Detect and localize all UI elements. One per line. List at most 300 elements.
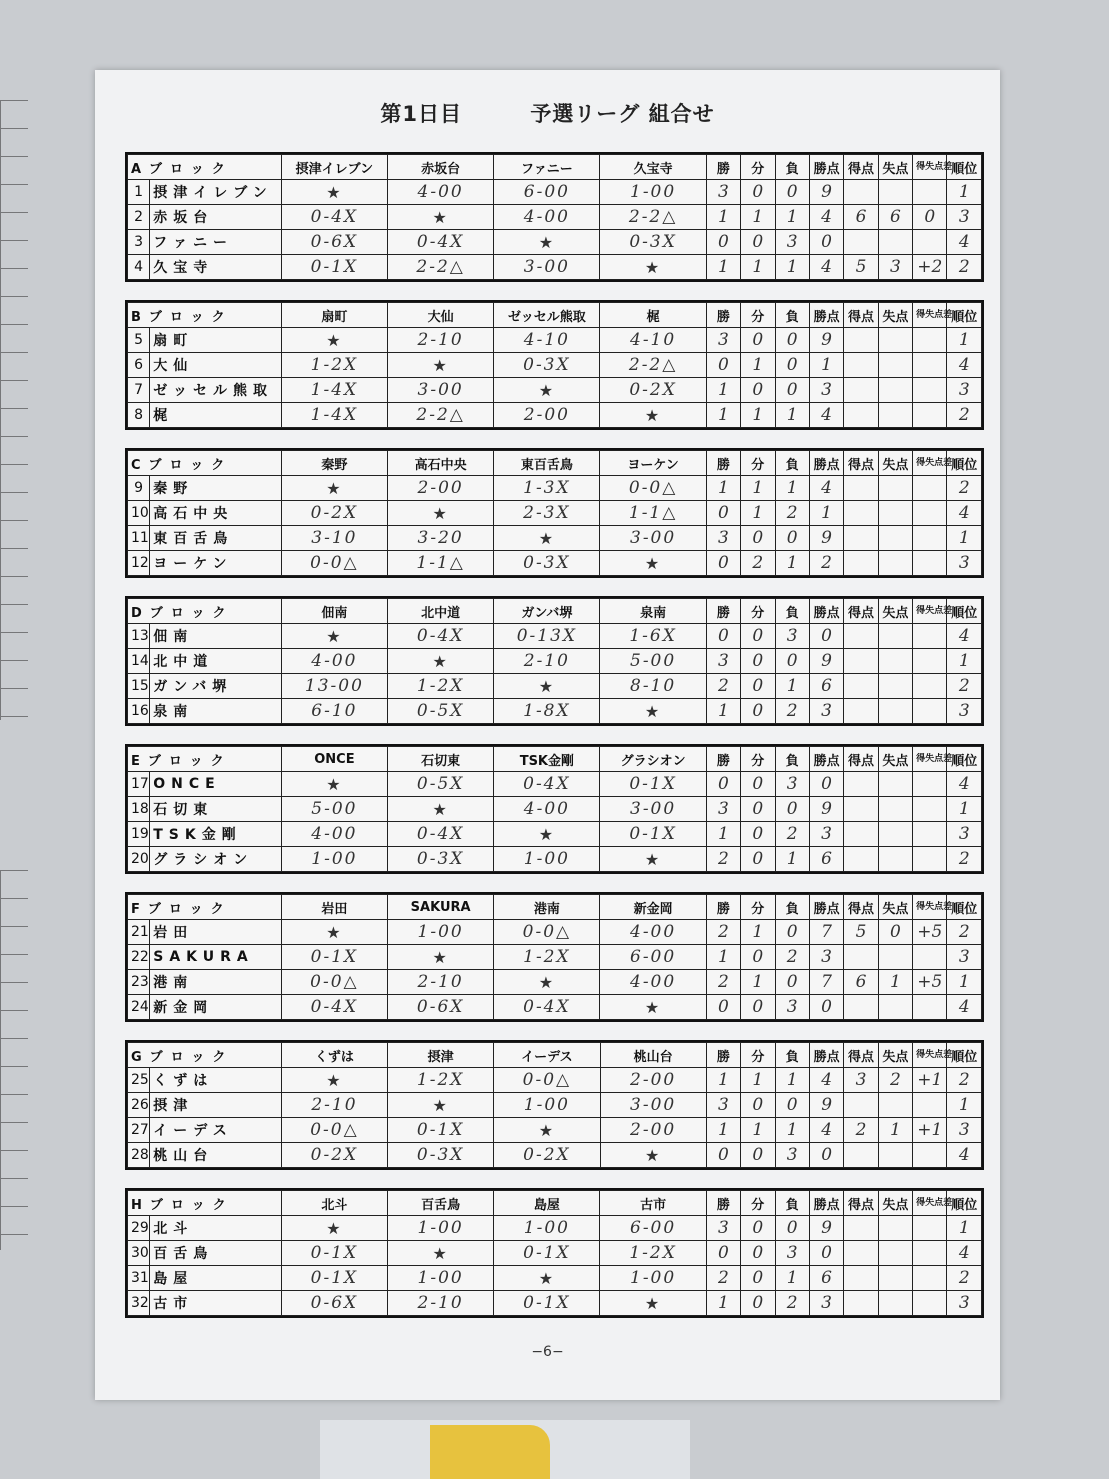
self-match-star: ★ bbox=[494, 526, 600, 551]
stat-header: 得点 bbox=[844, 747, 878, 772]
stat-value: 0 bbox=[741, 328, 775, 353]
stat-value: 2 bbox=[809, 551, 843, 576]
stat-value: 3 bbox=[947, 945, 982, 970]
stat-value: 9 bbox=[809, 1093, 843, 1118]
stat-value: 0 bbox=[775, 1093, 809, 1118]
stat-value bbox=[844, 674, 878, 699]
match-score: 0-2X bbox=[281, 1143, 387, 1168]
stat-value: 4 bbox=[809, 1118, 843, 1143]
team-name: 桃山台 bbox=[150, 1143, 282, 1168]
self-match-star: ★ bbox=[281, 920, 387, 945]
team-name: ゼッセル熊取 bbox=[150, 378, 282, 403]
stat-value: 4 bbox=[947, 995, 982, 1020]
table-row bbox=[128, 624, 982, 649]
stat-value: 4 bbox=[809, 476, 843, 501]
match-score: 0-0△ bbox=[494, 920, 600, 945]
self-match-star: ★ bbox=[494, 230, 600, 255]
stat-header: 失点 bbox=[878, 1191, 912, 1216]
stat-header: 勝 bbox=[706, 451, 740, 476]
opponent-header: 梶 bbox=[600, 303, 706, 328]
self-match-star: ★ bbox=[281, 772, 387, 797]
stat-value bbox=[913, 797, 947, 822]
self-match-star: ★ bbox=[600, 255, 706, 280]
stat-value: 0 bbox=[706, 1241, 740, 1266]
stat-value: 2 bbox=[947, 1068, 982, 1093]
table-row bbox=[128, 945, 982, 970]
match-score: 0-1X bbox=[600, 772, 706, 797]
stat-value bbox=[878, 230, 912, 255]
match-score: 0-3X bbox=[494, 353, 600, 378]
stat-header: 失点 bbox=[878, 747, 912, 772]
stat-header: 失点 bbox=[878, 895, 912, 920]
stat-value: 1 bbox=[775, 551, 809, 576]
stat-value bbox=[913, 551, 947, 576]
team-name: イーデス bbox=[150, 1118, 282, 1143]
match-score: 3-00 bbox=[494, 255, 600, 280]
table-row bbox=[128, 255, 982, 280]
stat-value bbox=[913, 649, 947, 674]
stat-header: 順位 bbox=[947, 599, 982, 624]
stat-value: 1 bbox=[706, 205, 740, 230]
stat-value: 3 bbox=[947, 699, 982, 724]
block-table bbox=[125, 448, 984, 578]
match-score: 1-00 bbox=[600, 180, 706, 205]
row-number: 25 bbox=[128, 1068, 150, 1093]
stat-value bbox=[878, 822, 912, 847]
match-score: 0-4X bbox=[494, 995, 600, 1020]
match-score: 0-1X bbox=[494, 1241, 600, 1266]
row-number: 31 bbox=[128, 1266, 150, 1291]
stat-value bbox=[913, 699, 947, 724]
stat-value bbox=[878, 328, 912, 353]
stat-value: 0 bbox=[706, 624, 740, 649]
team-name: ONCE bbox=[150, 772, 282, 797]
block-name: Aブロック bbox=[128, 155, 282, 180]
stat-value bbox=[844, 501, 878, 526]
stat-value: 3 bbox=[947, 1118, 982, 1143]
match-score: 1-4X bbox=[281, 403, 387, 428]
stat-value bbox=[913, 1216, 947, 1241]
stat-value: 1 bbox=[741, 205, 775, 230]
stat-value bbox=[913, 1291, 947, 1316]
background-grid bbox=[0, 100, 28, 720]
match-score: 6-00 bbox=[494, 180, 600, 205]
stat-value bbox=[878, 403, 912, 428]
row-number: 1 bbox=[128, 180, 150, 205]
stat-value bbox=[913, 501, 947, 526]
opponent-header: ファニー bbox=[494, 155, 600, 180]
stat-value bbox=[844, 847, 878, 872]
stat-header: 負 bbox=[775, 895, 809, 920]
stat-value bbox=[844, 1216, 878, 1241]
row-number: 16 bbox=[128, 699, 150, 724]
match-score: 4-00 bbox=[600, 970, 706, 995]
match-score: 2-10 bbox=[388, 328, 494, 353]
stat-value: 3 bbox=[775, 772, 809, 797]
yellow-tape bbox=[430, 1425, 550, 1479]
stat-value bbox=[844, 378, 878, 403]
stat-value bbox=[913, 378, 947, 403]
stat-header: 勝点 bbox=[809, 303, 843, 328]
self-match-star: ★ bbox=[600, 995, 706, 1020]
table-row bbox=[128, 205, 982, 230]
stat-value: 0 bbox=[809, 624, 843, 649]
stat-value bbox=[844, 945, 878, 970]
stat-header: 得点 bbox=[844, 599, 878, 624]
opponent-header: ガンバ堺 bbox=[494, 599, 600, 624]
stat-value: 1 bbox=[741, 353, 775, 378]
stat-value: 1 bbox=[706, 822, 740, 847]
self-match-star: ★ bbox=[600, 403, 706, 428]
self-match-star: ★ bbox=[494, 970, 600, 995]
match-score: 0-6X bbox=[388, 995, 494, 1020]
stat-value: 9 bbox=[809, 649, 843, 674]
stat-value: 7 bbox=[809, 970, 843, 995]
stat-value: 2 bbox=[844, 1118, 878, 1143]
stat-value: 3 bbox=[809, 378, 843, 403]
stat-value: 1 bbox=[741, 970, 775, 995]
team-name: 秦野 bbox=[150, 476, 282, 501]
stat-value: 1 bbox=[706, 403, 740, 428]
match-score: 0-0△ bbox=[600, 476, 706, 501]
match-score: 2-00 bbox=[600, 1118, 706, 1143]
row-number: 19 bbox=[128, 822, 150, 847]
stat-value: 1 bbox=[878, 1118, 912, 1143]
stat-value: 3 bbox=[775, 995, 809, 1020]
stat-value: 4 bbox=[809, 255, 843, 280]
match-score: 0-3X bbox=[494, 551, 600, 576]
stat-value bbox=[878, 772, 912, 797]
stat-header: 負 bbox=[775, 303, 809, 328]
match-score: 3-10 bbox=[281, 526, 387, 551]
opponent-header: 北中道 bbox=[388, 599, 494, 624]
stat-value bbox=[878, 649, 912, 674]
stat-value: 0 bbox=[775, 328, 809, 353]
stat-value bbox=[844, 403, 878, 428]
self-match-star: ★ bbox=[281, 1216, 387, 1241]
match-score: 2-10 bbox=[388, 970, 494, 995]
team-name: 東百舌鳥 bbox=[150, 526, 282, 551]
stat-header: 分 bbox=[741, 1043, 775, 1068]
stat-value: 1 bbox=[741, 476, 775, 501]
match-score: 4-10 bbox=[494, 328, 600, 353]
stat-header: 順位 bbox=[947, 1043, 982, 1068]
match-score: 0-0△ bbox=[281, 970, 387, 995]
stat-value: 0 bbox=[775, 649, 809, 674]
stat-header: 得失点差 bbox=[913, 303, 947, 328]
stat-value: 3 bbox=[775, 230, 809, 255]
stat-header: 負 bbox=[775, 451, 809, 476]
match-score: 0-5X bbox=[388, 772, 494, 797]
block-name: Dブロック bbox=[128, 599, 282, 624]
team-name: グラシオン bbox=[150, 847, 282, 872]
self-match-star: ★ bbox=[388, 1241, 494, 1266]
match-score: 4-00 bbox=[600, 920, 706, 945]
stat-value: 1 bbox=[706, 476, 740, 501]
match-score: 0-4X bbox=[388, 230, 494, 255]
table-row bbox=[128, 526, 982, 551]
row-number: 10 bbox=[128, 501, 150, 526]
stat-header: 負 bbox=[775, 747, 809, 772]
block-table bbox=[125, 892, 984, 1022]
stat-value bbox=[878, 1291, 912, 1316]
stat-value: 0 bbox=[741, 945, 775, 970]
stat-value: 2 bbox=[706, 920, 740, 945]
stat-value: 0 bbox=[775, 353, 809, 378]
team-name: 北斗 bbox=[150, 1216, 282, 1241]
stat-value bbox=[844, 476, 878, 501]
stat-value: 0 bbox=[775, 526, 809, 551]
stat-value bbox=[844, 180, 878, 205]
stat-value: 3 bbox=[947, 1291, 982, 1316]
stat-header: 順位 bbox=[947, 1191, 982, 1216]
table-row bbox=[128, 649, 982, 674]
stat-value: 6 bbox=[809, 674, 843, 699]
stat-value bbox=[844, 822, 878, 847]
row-number: 6 bbox=[128, 353, 150, 378]
match-score: 1-00 bbox=[600, 1266, 706, 1291]
stat-value: 0 bbox=[741, 797, 775, 822]
stat-value: 3 bbox=[706, 1216, 740, 1241]
match-score: 1-00 bbox=[494, 847, 600, 872]
row-number: 30 bbox=[128, 1241, 150, 1266]
stat-value: 4 bbox=[947, 353, 982, 378]
stat-value: 0 bbox=[741, 378, 775, 403]
stat-value: 1 bbox=[741, 255, 775, 280]
match-score: 0-6X bbox=[281, 230, 387, 255]
stat-value: 3 bbox=[878, 255, 912, 280]
match-score: 0-1X bbox=[281, 945, 387, 970]
match-score: 4-00 bbox=[494, 797, 600, 822]
stat-value: 2 bbox=[706, 1266, 740, 1291]
stat-header: 失点 bbox=[878, 451, 912, 476]
match-score: 1-8X bbox=[494, 699, 600, 724]
stat-value: 4 bbox=[947, 772, 982, 797]
team-name: ファニー bbox=[150, 230, 282, 255]
stat-value bbox=[913, 822, 947, 847]
match-score: 1-6X bbox=[600, 624, 706, 649]
stat-value: 4 bbox=[809, 1068, 843, 1093]
self-match-star: ★ bbox=[494, 378, 600, 403]
stat-value: 6 bbox=[844, 970, 878, 995]
match-score: 2-00 bbox=[494, 403, 600, 428]
stat-header: 勝点 bbox=[809, 1043, 843, 1068]
block-table bbox=[125, 152, 984, 282]
stat-value: 1 bbox=[947, 328, 982, 353]
self-match-star: ★ bbox=[388, 797, 494, 822]
block-table bbox=[125, 744, 984, 874]
match-score: 2-2△ bbox=[388, 403, 494, 428]
stat-value bbox=[844, 649, 878, 674]
stat-value: 0 bbox=[809, 1241, 843, 1266]
stat-value: 1 bbox=[706, 1291, 740, 1316]
match-score: 2-10 bbox=[388, 1291, 494, 1316]
opponent-header: TSK金剛 bbox=[494, 747, 600, 772]
table-row bbox=[128, 180, 982, 205]
stat-value: 9 bbox=[809, 180, 843, 205]
stat-value bbox=[878, 353, 912, 378]
team-name: 扇町 bbox=[150, 328, 282, 353]
match-score: 0-1X bbox=[600, 822, 706, 847]
stat-value: 4 bbox=[947, 1241, 982, 1266]
opponent-header: SAKURA bbox=[388, 895, 494, 920]
stat-value bbox=[913, 624, 947, 649]
match-score: 1-00 bbox=[388, 1216, 494, 1241]
stat-value: 1 bbox=[947, 1216, 982, 1241]
stat-header: 失点 bbox=[878, 1043, 912, 1068]
match-score: 2-2△ bbox=[600, 205, 706, 230]
match-score: 0-1X bbox=[281, 255, 387, 280]
match-score: 1-3X bbox=[494, 476, 600, 501]
stat-value: 2 bbox=[775, 945, 809, 970]
team-name: 赤坂台 bbox=[150, 205, 282, 230]
self-match-star: ★ bbox=[494, 1118, 600, 1143]
stat-value: 4 bbox=[947, 1143, 982, 1168]
stat-value: 2 bbox=[741, 551, 775, 576]
opponent-header: イーデス bbox=[494, 1043, 600, 1068]
stat-value: 0 bbox=[775, 920, 809, 945]
table-row bbox=[128, 353, 982, 378]
stat-value: 1 bbox=[706, 1068, 740, 1093]
stat-value: 0 bbox=[741, 674, 775, 699]
stat-value: 0 bbox=[741, 1241, 775, 1266]
stat-value: 0 bbox=[706, 551, 740, 576]
match-score: 0-4X bbox=[281, 995, 387, 1020]
stat-value: 3 bbox=[775, 624, 809, 649]
opponent-header: 摂津 bbox=[388, 1043, 494, 1068]
stat-value: 0 bbox=[809, 1143, 843, 1168]
stat-header: 得点 bbox=[844, 303, 878, 328]
stat-header: 負 bbox=[775, 1191, 809, 1216]
stat-value: 3 bbox=[706, 797, 740, 822]
stat-value: 2 bbox=[706, 847, 740, 872]
stat-value: 2 bbox=[947, 403, 982, 428]
stat-value bbox=[844, 995, 878, 1020]
stat-value: 1 bbox=[775, 403, 809, 428]
table-row bbox=[128, 403, 982, 428]
stat-value bbox=[844, 328, 878, 353]
block-table bbox=[125, 300, 984, 430]
stat-value: 6 bbox=[809, 847, 843, 872]
row-number: 21 bbox=[128, 920, 150, 945]
opponent-header: 港南 bbox=[494, 895, 600, 920]
stat-value: 0 bbox=[878, 920, 912, 945]
stat-value: 3 bbox=[809, 699, 843, 724]
self-match-star: ★ bbox=[494, 1266, 600, 1291]
match-score: 1-00 bbox=[388, 920, 494, 945]
match-score: 2-3X bbox=[494, 501, 600, 526]
stat-value: 0 bbox=[741, 699, 775, 724]
match-score: 6-00 bbox=[600, 1216, 706, 1241]
match-score: 1-00 bbox=[281, 847, 387, 872]
stat-header: 勝点 bbox=[809, 599, 843, 624]
stat-value bbox=[878, 551, 912, 576]
stat-value: 7 bbox=[809, 920, 843, 945]
stat-value: 2 bbox=[706, 970, 740, 995]
team-name: くずは bbox=[150, 1068, 282, 1093]
stat-value bbox=[844, 772, 878, 797]
row-number: 22 bbox=[128, 945, 150, 970]
stat-value: 0 bbox=[706, 353, 740, 378]
stat-header: 順位 bbox=[947, 747, 982, 772]
stat-value: 0 bbox=[706, 230, 740, 255]
stat-value: 0 bbox=[775, 797, 809, 822]
opponent-header: 高石中央 bbox=[388, 451, 494, 476]
opponent-header: 摂津イレブン bbox=[281, 155, 387, 180]
stat-value bbox=[844, 1241, 878, 1266]
stat-header: 得点 bbox=[844, 1043, 878, 1068]
table-row bbox=[128, 1093, 982, 1118]
stat-value bbox=[844, 1266, 878, 1291]
stat-value: 5 bbox=[844, 255, 878, 280]
block-table bbox=[125, 1188, 984, 1318]
stat-header: 失点 bbox=[878, 303, 912, 328]
stat-header: 勝 bbox=[706, 155, 740, 180]
stat-header: 勝 bbox=[706, 1043, 740, 1068]
stat-value: 3 bbox=[844, 1068, 878, 1093]
stat-value: 1 bbox=[775, 205, 809, 230]
stat-header: 分 bbox=[741, 895, 775, 920]
stat-value: 0 bbox=[741, 180, 775, 205]
row-number: 12 bbox=[128, 551, 150, 576]
stat-value bbox=[878, 1093, 912, 1118]
match-score: 0-5X bbox=[388, 699, 494, 724]
stat-value: 1 bbox=[741, 1118, 775, 1143]
stat-value bbox=[844, 1291, 878, 1316]
stat-value bbox=[878, 1266, 912, 1291]
stat-header: 分 bbox=[741, 155, 775, 180]
opponent-header: 久宝寺 bbox=[600, 155, 706, 180]
stat-value bbox=[878, 1143, 912, 1168]
stat-value: 2 bbox=[878, 1068, 912, 1093]
stat-value bbox=[844, 230, 878, 255]
stat-value: 1 bbox=[741, 920, 775, 945]
self-match-star: ★ bbox=[281, 1068, 387, 1093]
self-match-star: ★ bbox=[494, 674, 600, 699]
stat-header: 勝 bbox=[706, 599, 740, 624]
stat-value: +1 bbox=[913, 1118, 947, 1143]
match-score: 0-2X bbox=[600, 378, 706, 403]
row-number: 26 bbox=[128, 1093, 150, 1118]
table-row bbox=[128, 920, 982, 945]
opponent-header: ゼッセル熊取 bbox=[494, 303, 600, 328]
stat-value: 1 bbox=[775, 1118, 809, 1143]
self-match-star: ★ bbox=[281, 328, 387, 353]
match-score: 0-0△ bbox=[281, 551, 387, 576]
stat-header: 分 bbox=[741, 303, 775, 328]
match-score: 13-00 bbox=[281, 674, 387, 699]
self-match-star: ★ bbox=[600, 1143, 706, 1168]
opponent-header: ヨーケン bbox=[600, 451, 706, 476]
opponent-header: 古市 bbox=[600, 1191, 706, 1216]
stat-header: 勝 bbox=[706, 303, 740, 328]
stat-value: 4 bbox=[947, 624, 982, 649]
stat-value: 0 bbox=[775, 180, 809, 205]
match-score: 0-4X bbox=[281, 205, 387, 230]
match-score: 0-4X bbox=[388, 822, 494, 847]
row-number: 27 bbox=[128, 1118, 150, 1143]
table-row bbox=[128, 1291, 982, 1316]
self-match-star: ★ bbox=[388, 353, 494, 378]
stat-value: 3 bbox=[706, 328, 740, 353]
table-row bbox=[128, 674, 982, 699]
stat-value: 0 bbox=[741, 822, 775, 847]
match-score: 1-00 bbox=[388, 1266, 494, 1291]
stat-header: 順位 bbox=[947, 303, 982, 328]
table-row bbox=[128, 378, 982, 403]
stat-value bbox=[844, 699, 878, 724]
match-score: 0-1X bbox=[494, 1291, 600, 1316]
